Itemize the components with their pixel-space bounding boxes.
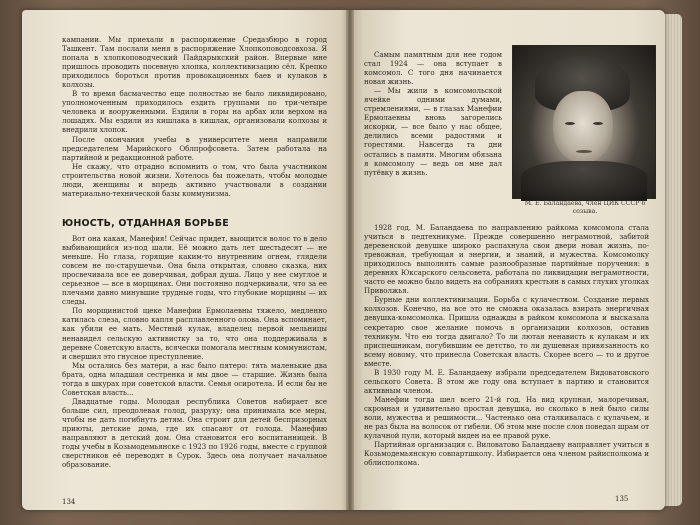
paragraph: В 1930 году М. Е. Баландаеву избрали председателем Видоватовского сельского Совета. В этом же году она вступает в партию и становится активным членом.	[364, 367, 649, 395]
page-number-left: 134	[62, 498, 76, 506]
portrait-eye	[593, 122, 603, 125]
paragraph: Не скажу, что отрадно вспомнить о том, что была участником строительства новой жизни. Хотелось бы пожелать, чтобы молодые люди, женщины и впредь активно участвовали в создании материально-технической базы коммунизма.	[62, 161, 327, 198]
portrait-photo	[512, 45, 656, 199]
paragraph: Вот она какая, Манефия! Сейчас придет, выощится волос то в дело выбивающийся из-под шали. Её можно дать лет шестьдесят — не меньше. Но глаза, горящие каким-то внутренним огнем, глядели совсем не по-старушечьи. Она была открытая, словно сказка, них просвечивала все ее доверчивая, добрая душа. Лицо у нее смуглое и серьезное — все в морщинах. Они постоянно подчеркивали, что за ее плечами давно минувшие трудные годы, что глубокие морщины — их следы.	[62, 234, 327, 307]
paragraph: Бурные дни коллективизации. Борьба с кулачеством. Создание первых колхозов. Конечно, на все это не сможна оказалась взирать энергичная девушка-комсомолка. Пришла однажды в райком комсомола и высказала секретарю свое желание помочь в организации колхозов, оставив техникум. Что ею тогда двигало? То ли лютая ненависть к кулакам и их приспешникам, погубившим ее детство, то ли душевная привязанность ко всему новому, что принесла Советская власть. Скорее всего — то и другое вместе.	[364, 295, 649, 368]
photo-caption: М. Е. Баландаева, член ЦИК СССР 6 созыва.	[524, 200, 646, 215]
paragraph: Самым памятным для нее годом стал 1924 — она вступает в комсомол. С того дня начинается новая жизнь.	[364, 50, 502, 87]
paragraph: Мы остались без матери, а нас было пятеро: тять маленькие два брата, одна младшая сестренка и мы двое — старшие. Жизнь была тогда в шкурах при советской власти. Семья осиротела. И если бы не Советская власть...	[62, 360, 327, 397]
paragraph: Партийная организация с. Виловатово Баландаеву направляет учиться в Козьмодемьянскую совпартшколу. Избирается она членом райисполкома и облисполкома.	[364, 440, 649, 468]
right-page	[350, 10, 665, 510]
book-spine	[346, 10, 354, 510]
paragraph: 1928 год. М. Баландаева по направлению райкома комсомола стала учиться в педтехникуме. Прежде совершенно неграмотной, забитой деревенской девушке широко распахнула свои двери новая жизнь, по-тревожная, требующая и энергии, и знаний, и мужества. Комсомолку приходилось выполнять самые разнообразные партийные поручения: в деревнях Юксарского сельсовета, работала по ликвидации неграмотности, часто ее можно было видеть на собраниях крестьян в самых глухих уголках Приволжья.	[364, 223, 649, 296]
portrait-coat	[521, 161, 647, 201]
paragraph: — Мы жили в комсомольской ячейке одними думами, стремлениями, — в глазах Манефии Ермолаевны вновь загорелись искорки, — все было у нас общее, делились всеми радостями и горестями. Навсегда та дни остались в памяти. Многим обязана я комсомолу — ведь он мне дал путёвку в жизнь.	[364, 86, 502, 177]
section-heading: ЮНОСТЬ, ОТДАННАЯ БОРЬБЕ	[62, 218, 229, 229]
right-page-side-text	[364, 50, 502, 177]
page-number-right: 135	[615, 495, 629, 503]
left-page-bottom-text	[62, 234, 327, 469]
paragraph: В то время басмачество еще полностью не было ликвидировано, уполномоченным приходилось ездить группами по три-четыре человека и вооруженными. Ездили в горы на арбах или верхом на лошадях. Мы ездили из кишлака в кишлак, организовали колхозы и внедрили хлопок.	[62, 89, 327, 135]
paragraph: кампании. Мы приехали в распоряжение Средазбюро в город Ташкент. Там послали меня в распоряжение Хлопкоповодсовхоза. Я попала в хлопкоповодческий Пайдарыкский район. Впервые мне пришлось проводить посевную хлопка, коллективизацию сёл. Крепко приходилось бороться против провокационных баев и кулаков в колхозы.	[62, 35, 327, 90]
portrait-mouth	[576, 150, 592, 153]
left-page	[22, 10, 350, 510]
paragraph: После окончания учебы в университете меня направили председателем Марийского Облпрофсовета. Затем работала на партийной и редакционной работе.	[62, 134, 327, 162]
paragraph: Манефии тогда шел всего 21-й год. На вид крупная, малоречивая, скромная и удивительно простая девушка, но сколько в ней было силы воли, мужества и решимости... Частенько она сталкивалась с кулачьем, и не раз была на волосок от гибели. Об этом мне после слов поведал шрам от кулачной пули, который виден на ее правой руке.	[364, 394, 649, 441]
right-page-main-text	[364, 223, 649, 467]
paragraph: Двадцатые годы. Молодая республика Советов набирает все больше сил, преодолевая голод, разруху; она принимала все меры, чтобы не дать погибнуть детям. Она строит для детей беспризорных приюты, детские дома, где их спасают от голода. Манефию направляют в детский дом. Она становится его воспитанницей. В годы учебы в Козьмодемьянске с 1923 по 1926 годы, вместе с группой сверстников её переводят в Сурок. Здесь она получает начальное образование.	[62, 396, 327, 470]
left-page-top-text	[62, 35, 327, 198]
paragraph: По морщинистой щеке Манефии Ермолаевны тяжело, медленно катилась слеза, словно капля расплавленного олова. Она вспоминает, как убили ее мать. Местный кулак, владелец первой мельницы ненавидел сельскую активистку за то, что она поддерживала в деревне Советскую власть, всячески помогала местным коммунистам, и свершил это гнусное преступление.	[62, 306, 327, 361]
portrait-eye	[565, 122, 575, 125]
